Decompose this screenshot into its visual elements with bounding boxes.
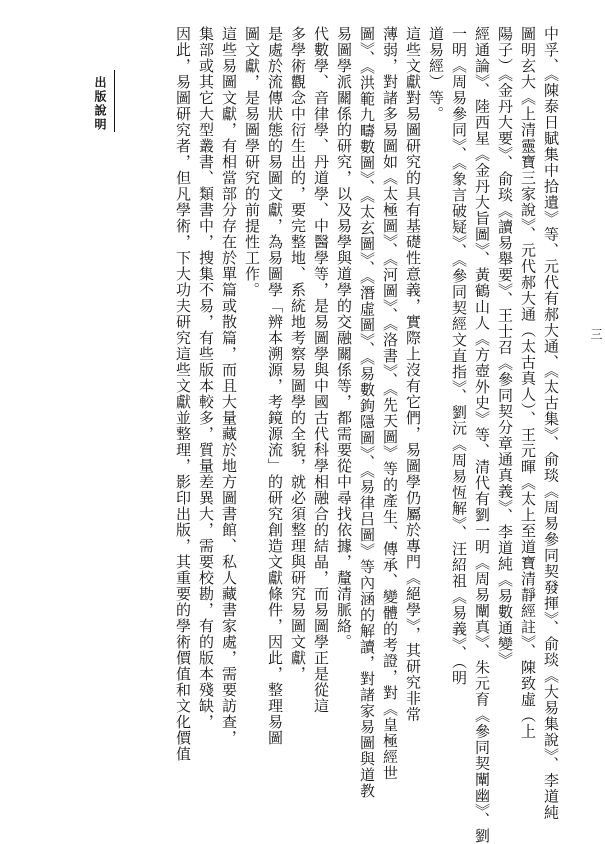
- text-column-3: 陽子）《金丹大要》、俞琰《讀易舉要》、王士召《參同契分章通真義》、李道純《易數通變》: [496, 26, 514, 668]
- text-column-14: 圖文獻，是易圖學研究的前提性工作。: [243, 26, 261, 298]
- text-column-2: 圖明玄大《上清靈寶三家說》、元代郝大通（太古真人）、王元暉《太上至道寶清靜經註》、陳致虛（上: [519, 26, 537, 740]
- text-column-13: 是處於流傳狀態的易圖文獻，為易圖學「辨本溯源，考鏡源流」的研究創造文獻條件，因此，整理易圖: [266, 26, 284, 746]
- text-column-10: 易圖學派關係的研究，以及易學與道學的交融關係等，都需要從中尋找依據，釐清脈絡。: [335, 26, 353, 650]
- text-column-15: 這些易圖文獻，有相當部分存在於單篇或散篇，而且大量藏於地方圖書館、私人藏書家處，需要訪查，: [220, 26, 238, 746]
- text-column-9: 圖》、《洪範九疇數圖》、《太玄圖》、《潛虛圖》、《易數鉤隱圖》、《易律吕圖》等內涵的解讀，對諸家易圖與道教: [358, 26, 376, 799]
- text-column-4: 經通論》、陸西星《金丹大旨圖》、黃鶴山人《方壺外史》等、清代有劉一明《周易闡真》、朱元育《參同契闡幽》、劉: [473, 26, 491, 844]
- text-column-5: 一明《周易參同》、《象言破疑》、《參同契經文直指》、劉沅《周易恆解》、汪紹祖《易義》、（明: [450, 26, 468, 686]
- text-column-16: 集部或其它大型叢書、類書中，搜集不易，有些版本較多，質量差異大，需要校勘，有的版本殘缺，: [197, 26, 215, 730]
- text-column-8: 薄弱，對諸多易圖如《太極圖》、《河圖》、《洛書》、《先天圖》等的產生、傳承、變體的考證，對《皇極經世: [381, 26, 399, 781]
- text-column-11: 代數學、音律學、丹道學、中醫學等，是易圖學與中國古代科學相融合的結晶，而易圖學正是從這: [312, 26, 330, 714]
- page-number: 三: [589, 328, 603, 340]
- text-column-1: 中孚、《陳泰日賦集中拾遺》等、元代有郝大通、《太古集》、俞琰《周易參同契發揮》、俞琰《大易集說》、李道純: [542, 26, 560, 821]
- running-head-rule: [114, 70, 115, 132]
- text-column-12: 多學術觀念中衍生出的，要完整地、系統地考察易圖學的全貌，就必須整理與研究易圖文獻，: [289, 26, 307, 682]
- text-column-7: 這些文獻對易圖研究的具有基礎性意義，實際上沒有它們，易圖學仍屬於專門《絕學》，其研究非常: [404, 26, 422, 723]
- text-column-17: 因此，易圖研究者，但凡學術，下大功夫研究這些文獻並整理，影印出版，其重要的學術價值和文化價值: [174, 26, 192, 762]
- body-text-columns: [78, 26, 560, 844]
- running-head: 出版說明: [93, 76, 107, 132]
- text-column-6: 道易經）等。: [427, 26, 445, 122]
